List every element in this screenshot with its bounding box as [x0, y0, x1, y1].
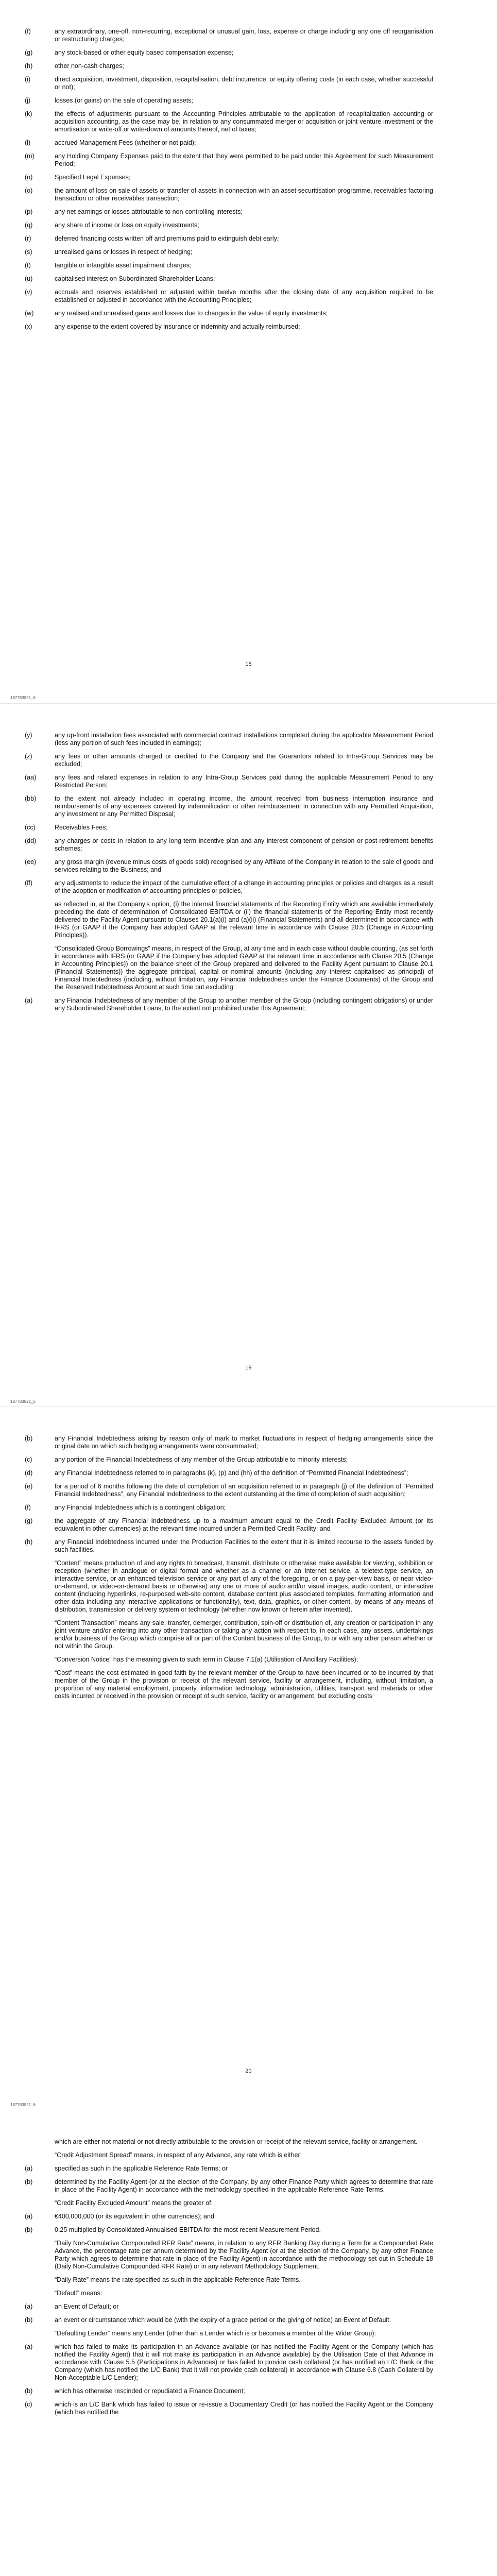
clause-item	[0, 97, 497, 105]
clause-text: any fees or other amounts charged or credited to the Company and the Guarantors related to Intra-Group Services may be excluded;	[55, 753, 433, 768]
clause-label: (p)	[25, 208, 33, 215]
clause-text: the effects of adjustments pursuant to the Accounting Principles attributable to the application of recapitalization accounting or acquisition accounting, as the case may be, in relation to any consummated merger or acquisition or joint venture investment or the amortisation or write-off or write-down of amounts thereof, net of taxes;	[55, 110, 433, 133]
clause-text: unrealised gains or losses in respect of hedging;	[55, 248, 193, 256]
clause-text: the amount of loss on sale of assets or transfer of assets in connection with an asset securitisation programme, receivables factoring transaction or other receivables transaction;	[55, 187, 433, 202]
clause-label: (e)	[25, 1483, 33, 1490]
clause-item	[0, 1517, 497, 1533]
clause-label: (cc)	[25, 824, 36, 831]
clause-text: which has failed to make its participation in an Advance available (or has notified the Facility Agent or the Company (which has notified the Facility Agent) that it will not make its participation in an Advance available) by the Utilisation Date of that Advance in accordance with Clause 5.5 (Participations in Advances) or has failed to provide cash collateral (or has notified an L/C Bank or the Company (which has notified the L/C Bank) that it will not provide cash collateral) in accordance with Clause 6.8 (Cash Collateral by Non-Acceptable L/C Lender);	[55, 2343, 433, 2381]
clause-text: direct acquisition, investment, disposition, recapitalisation, debt incurrence, or equity offering costs (in each case, whether successful or not);	[55, 76, 433, 91]
document-id: 187783821_6	[10, 696, 36, 700]
clause-item	[0, 732, 497, 747]
clause-text: any Financial Indebtedness of any member of the Group to another member of the Group (including contingent obligations) or under any Subordinated Shareholder Loans, to the extent not prohibited under this Agreement;	[55, 997, 433, 1012]
page-number: 20	[245, 2068, 252, 2074]
clause-text: specified as such in the applicable Reference Rate Terms; or	[55, 2165, 228, 2172]
clause-item	[0, 2213, 497, 2221]
clause-item	[0, 2178, 497, 2194]
clause-item	[0, 187, 497, 202]
clause-label: (s)	[25, 248, 32, 256]
clause-item	[0, 222, 497, 229]
clause-text: to the extent not already included in operating income, the amount received from business interruption insurance and reimbursements of any expenses covered by indemnification or other reimbursement in connection with any Permitted Acquisition, any investment or any Permitted Disposal;	[55, 795, 433, 818]
clause-text: any net earnings or losses attributable to non-controlling interests;	[55, 208, 243, 215]
definition-paragraph: “Credit Facility Excluded Amount” means the greater of:	[55, 2199, 213, 2207]
page-20	[0, 1407, 497, 2110]
definition-paragraph: “Daily Rate” means the rate specified as such in the applicable Reference Rate Terms.	[55, 2276, 301, 2283]
page-18-content	[0, 28, 497, 336]
clause-item	[0, 2343, 497, 2382]
clause-item	[0, 2401, 497, 2416]
clause-label: (ff)	[25, 879, 33, 887]
clause-item	[0, 174, 497, 181]
clause-label: (f)	[25, 28, 31, 35]
clause-text: an event or circumstance which would be (with the expiry of a grace period or the giving of notice) an Event of Default.	[55, 2316, 391, 2324]
clause-item	[0, 753, 497, 768]
clause-item	[0, 2303, 497, 2311]
clause-text: any Financial Indebtedness which is a contingent obligation;	[55, 1504, 226, 1511]
clause-text: for a period of 6 months following the date of completion of an acquisition referred to in paragraph (j) of the definition of “Permitted Financial Indebtedness”, any Financial Indebtedness to the extent outstanding at the time of completion of such acquisition;	[55, 1483, 433, 1498]
clause-item	[0, 879, 497, 895]
clause-text: any expense to the extent covered by insurance or indemnity and actually reimbursed;	[55, 323, 300, 330]
clause-label: (a)	[25, 2303, 33, 2310]
clause-item	[0, 2387, 497, 2395]
definition-paragraph: “Content” means production of and any rights to broadcast, transmit, distribute or otherwise make available for viewing, exhibition or reception (whether in analogue or digital format and whether as a channel or an Internet service, a teletext-type service, an interactive service, or an enhanced television service or any part of any of the foregoing, or on a pay-per-view basis, or near video-on-demand, or video-on-demand basis or otherwise) any one or more of audio and/or visual images, audio content, or interactive content (including hyperlinks, re-purposed web-site content, database content plus associated templates, formatting information and other data including any interactive applications or functionality), text, data, graphics, or other content, by means of any means of distribution, transmission or delivery system or technology (whether now known or herein after invented).	[55, 1560, 433, 1613]
clause-item	[0, 310, 497, 317]
definition-paragraph: “Consolidated Group Borrowings” means, in respect of the Group, at any time and in each case without double counting, (as set forth in accordance with IFRS (or GAAP if the Company has adopted GAAP at the relevant time in accordance with Clause 20.5 (Change in Accounting Principles)) on the balance sheet of the Group prepared and delivered to the Facility Agent pursuant to Clause 20.1 (Financial Statements)) the aggregate principal, capital or nominal amounts (including any interest capitalised as principal) of Financial Indebtedness (including, without limitation, any Financial Indebtedness under the Finance Documents) of the Group and the Reserved Indebtedness Amount at such time but excluding:	[55, 945, 433, 991]
clause-label: (a)	[25, 2343, 33, 2350]
clause-text: €400,000,000 (or its equivalent in other currencies); and	[55, 2213, 214, 2220]
clause-label: (ee)	[25, 858, 37, 866]
clause-label: (o)	[25, 187, 33, 194]
clause-label: (m)	[25, 152, 35, 160]
definition-paragraph: as reflected in, at the Company’s option, (i) the internal financial statements of the Reporting Entity which are available immediately preceding the date of determination of Consolidated EBITDA or (ii) the financial statements of the Reporting Entity most recently delivered to the Facility Agent pursuant to Clauses 20.1(a)(i) and (a)(ii) (Financial Statements) and all determined in accordance with IFRS (or GAAP if the Company has adopted GAAP at the relevant time in accordance with Clause 20.5 (Change in Accounting Principles)).	[55, 901, 433, 939]
clause-text: any Financial Indebtedness arising by reason only of mark to market fluctuations in respect of hedging arrangements since the original date on which such hedging arrangements were consummated;	[55, 1435, 433, 1450]
clause-label: (k)	[25, 110, 32, 117]
clause-text: other non-cash charges;	[55, 62, 124, 70]
document-id: 187783821_6	[10, 1399, 36, 1404]
clause-item	[0, 208, 497, 216]
clause-text: accrued Management Fees (whether or not paid);	[55, 139, 196, 146]
clause-text: the aggregate of any Financial Indebtedness up to a maximum amount equal to the Credit Facility Excluded Amount (or its equivalent in other currencies) at the relevant time incurred under a Permitted Credit Facility; and	[55, 1517, 433, 1532]
clause-label: (w)	[25, 310, 34, 317]
page-21-content	[0, 2138, 497, 2422]
page-21	[0, 2110, 497, 2576]
clause-text: Specified Legal Expenses;	[55, 174, 131, 181]
clause-label: (q)	[25, 222, 33, 229]
clause-text: 0.25 multiplied by Consolidated Annualised EBITDA for the most recent Measurement Period.	[55, 2226, 321, 2233]
clause-item	[0, 1504, 497, 1512]
clause-label: (b)	[25, 1435, 33, 1442]
clause-text: losses (or gains) on the sale of operating assets;	[55, 97, 193, 104]
page-number: 18	[245, 661, 252, 667]
clause-text: tangible or intangible asset impairment charges;	[55, 262, 192, 269]
clause-label: (j)	[25, 97, 31, 104]
clause-item	[0, 76, 497, 91]
page-number: 19	[245, 1365, 252, 1371]
clause-text: any adjustments to reduce the impact of the cumulative effect of a change in accounting principles or policies and charges as a result of the adoption or modification of accounting principles or policies,	[55, 879, 433, 894]
clause-item	[0, 1483, 497, 1498]
clause-text: any Holding Company Expenses paid to the extent that they were permitted to be paid under this Agreement for such Measurement Period;	[55, 152, 433, 167]
clause-text: any realised and unrealised gains and losses due to changes in the value of equity investments;	[55, 310, 328, 317]
page-20-content	[0, 1435, 497, 1706]
clause-label: (bb)	[25, 795, 37, 802]
clause-text: any fees and related expenses in relation to any Intra-Group Services paid during the applicable Measurement Period to any Restricted Person;	[55, 774, 433, 789]
clause-label: (a)	[25, 2165, 33, 2172]
clause-text: any charges or costs in relation to any long-term incentive plan and any interest component of pension or post-retirement benefits schemes;	[55, 837, 433, 852]
clause-item	[0, 139, 497, 147]
clause-text: any share of income or loss on equity investments;	[55, 222, 199, 229]
clause-text: any portion of the Financial Indebtedness of any member of the Group attributable to minority interests;	[55, 1456, 348, 1463]
clause-label: (n)	[25, 174, 33, 181]
clause-item	[0, 110, 497, 133]
clause-item	[0, 2316, 497, 2324]
clause-text: deferred financing costs written off and premiums paid to extinguish debt early;	[55, 235, 279, 242]
clause-label: (t)	[25, 262, 31, 269]
clause-item	[0, 275, 497, 283]
clause-label: (u)	[25, 275, 33, 282]
clause-text: any gross margin (revenue minus costs of goods sold) recognised by any Affiliate of the Company in relation to the sale of goods and services relating to the Business; and	[55, 858, 433, 873]
clause-label: (b)	[25, 2226, 33, 2233]
definition-paragraph: which are either not material or not directly attributable to the provision or receipt of the relevant service, facility or arrangement.	[55, 2138, 418, 2145]
clause-label: (x)	[25, 323, 32, 330]
clause-label: (aa)	[25, 774, 37, 781]
clause-label: (l)	[25, 139, 31, 146]
clause-label: (f)	[25, 1504, 31, 1511]
definition-paragraph: “Credit Adjustment Spread” means, in respect of any Advance, any rate which is either:	[55, 2151, 302, 2159]
clause-item	[0, 1456, 497, 1464]
definition-paragraph: “Default” means:	[55, 2290, 102, 2297]
page-19	[0, 704, 497, 1406]
clause-label: (d)	[25, 1469, 33, 1477]
clause-label: (r)	[25, 235, 31, 242]
clause-item	[0, 795, 497, 818]
clause-text: which has otherwise rescinded or repudiated a Finance Document;	[55, 2387, 245, 2395]
clause-text: any Financial Indebtedness referred to in paragraphs (k), (p) and (hh) of the definition of “Permitted Financial Indebtedness”;	[55, 1469, 408, 1477]
clause-text: any stock-based or other equity based compensation expense;	[55, 49, 234, 56]
clause-item	[0, 62, 497, 70]
clause-label: (y)	[25, 732, 32, 739]
clause-label: (i)	[25, 76, 31, 83]
clause-label: (h)	[25, 62, 33, 70]
clause-label: (dd)	[25, 837, 37, 844]
clause-label: (g)	[25, 49, 33, 56]
clause-label: (a)	[25, 997, 33, 1004]
clause-text: which is an L/C Bank which has failed to issue or re-issue a Documentary Credit (or has notified the Facility Agent or the Company (which has notified the	[55, 2401, 433, 2416]
clause-label: (b)	[25, 2387, 33, 2395]
clause-item	[0, 235, 497, 243]
clause-item	[0, 49, 497, 57]
clause-text: an Event of Default; or	[55, 2303, 119, 2310]
clause-label: (z)	[25, 753, 32, 760]
page-19-content	[0, 732, 497, 1018]
clause-label: (c)	[25, 1456, 32, 1463]
clause-item	[0, 2226, 497, 2234]
clause-item	[0, 2165, 497, 2173]
definition-paragraph: “Defaulting Lender” means any Lender (other than a Lender which is or becomes a member of the Wider Group):	[55, 2330, 376, 2337]
clause-item	[0, 997, 497, 1012]
definition-paragraph: “Cost” means the cost estimated in good faith by the relevant member of the Group to have been incurred or to be incurred by that member of the Group in the provision or receipt of the relevant service, facility or arrangement, including, without limitation, a proportion of any material employment, property, information technology, administration, utilities, transport and materials or other costs incurred or received in the provision or receipt of such service, facility or arrangement, but excluding costs	[55, 1669, 433, 1700]
clause-item	[0, 837, 497, 853]
clause-label: (a)	[25, 2213, 33, 2220]
clause-item	[0, 28, 497, 43]
clause-text: any Financial Indebtedness incurred under the Production Facilities to the extent that it is limited recourse to the assets funded by such facilities.	[55, 1538, 433, 1553]
clause-label: (v)	[25, 289, 32, 296]
clause-label: (g)	[25, 1517, 33, 1524]
definition-paragraph: “Conversion Notice” has the meaning given to such term in Clause 7.1(a) (Utilisation of Ancillary Facilities);	[55, 1656, 358, 1663]
clause-item	[0, 1538, 497, 1554]
clause-item	[0, 262, 497, 269]
clause-text: capitalised interest on Subordinated Shareholder Loans;	[55, 275, 215, 282]
clause-item	[0, 1435, 497, 1450]
clause-label: (h)	[25, 1538, 33, 1546]
clause-item	[0, 824, 497, 832]
clause-text: accruals and reserves established or adjusted within twelve months after the closing date of any acquisition required to be established or adjusted in accordance with the Accounting Principles;	[55, 289, 433, 303]
clause-label: (b)	[25, 2178, 33, 2185]
definition-paragraph: “Daily Non-Cumulative Compounded RFR Rate” means, in relation to any RFR Banking Day during a Term for a Compounded Rate Advance, the percentage rate per annum determined by the Facility Agent (or at the election of the Company, by any other Finance Party which agrees to determine that rate in place of the Facility Agent) in accordance with the methodology set out in Schedule 18 (Daily Non-Cumulative Compounded RFR Rate) or in any relevant Methodology Supplement.	[55, 2240, 433, 2270]
clause-item	[0, 323, 497, 331]
page-18	[0, 0, 497, 703]
clause-text: Receivables Fees;	[55, 824, 108, 831]
clause-text: any up-front installation fees associated with commercial contract installations completed during the applicable Measurement Period (less any portion of such fees included in earnings);	[55, 732, 433, 747]
clause-text: determined by the Facility Agent (or at the election of the Company, by any other Finance Party which agrees to determine that rate in place of the Facility Agent) in accordance with the methodology specified in the applicable Reference Rate Terms.	[55, 2178, 433, 2193]
clause-item	[0, 152, 497, 168]
clause-item	[0, 289, 497, 304]
clause-label: (b)	[25, 2316, 33, 2324]
clause-item	[0, 1469, 497, 1477]
clause-label: (c)	[25, 2401, 32, 2408]
clause-item	[0, 248, 497, 256]
definition-paragraph: “Content Transaction” means any sale, transfer, demerger, contribution, spin-off or distribution of, any creation or participation in any joint venture and/or entering into any other transaction or taking any action with respect to, in each case, any assets, undertakings and/or business of the Group which comprise all or part of the Content business of the Group, to or with any other person whether or not within the Group.	[55, 1619, 433, 1650]
clause-text: any extraordinary, one-off, non-recurring, exceptional or unusual gain, loss, expense or charge including any one off reorganisation or restructuring charges;	[55, 28, 433, 43]
clause-item	[0, 858, 497, 874]
document-id: 187783821_6	[10, 2103, 36, 2107]
clause-item	[0, 774, 497, 789]
